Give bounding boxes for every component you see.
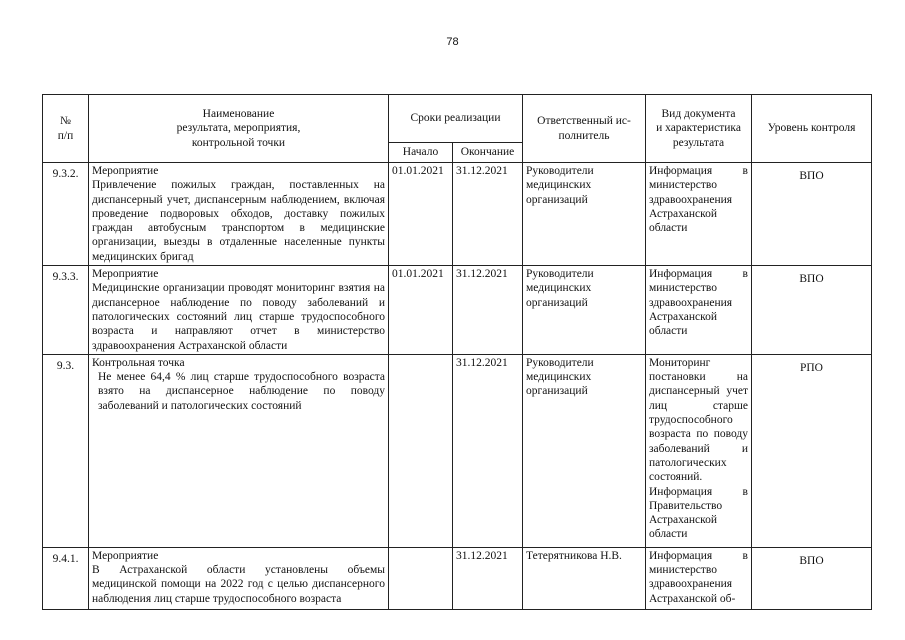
- table-row: [43, 354, 872, 547]
- header-responsible: Ответственный ис- полнитель: [523, 95, 646, 163]
- header-doc-type: Вид документа и характеристика результата: [646, 95, 752, 163]
- row-number: 9.3.3.: [43, 266, 89, 355]
- header-name: Наименование результата, мероприятия, контрольной точки: [89, 95, 389, 163]
- row-control: ВПО: [752, 266, 872, 355]
- table-row: [43, 163, 872, 266]
- row-responsible: Тетерятникова Н.В.: [523, 547, 646, 609]
- row-description: [89, 266, 389, 355]
- row-start: 01.01.2021: [389, 163, 453, 266]
- row-number: 9.3.2.: [43, 163, 89, 266]
- table-row: [43, 547, 872, 609]
- row-description: [89, 547, 389, 609]
- row-control: РПО: [752, 354, 872, 547]
- row-number: 9.4.1.: [43, 547, 89, 609]
- row-responsible: Руководители медицинских организаций: [523, 354, 646, 547]
- row-kind: Контрольная точка: [92, 356, 185, 369]
- row-start: [389, 354, 453, 547]
- header-num: № п/п: [43, 95, 89, 163]
- row-responsible: Руководители медицинских организаций: [523, 163, 646, 266]
- row-doc-monitoring: Мониторинг постановки на диспансерный учет лиц старше трудоспособного возраста по поводу заболеваний и патологических состояний.: [649, 356, 748, 484]
- row-description: [89, 163, 389, 266]
- row-kind: Мероприятие: [92, 165, 159, 177]
- row-end: 31.12.2021: [453, 266, 523, 355]
- header-period: Сроки реализации: [389, 95, 523, 143]
- row-kind: Мероприятие: [92, 268, 159, 281]
- page-number: 78: [446, 36, 459, 48]
- row-doc: Информация в министерство здравоохранения Астраханской об-: [646, 547, 752, 609]
- row-text: Привлечение пожилых граждан, поставленных на диспансерный учет, диспансерным наблюдением, включая проведение подворовых обходов, доставку пожилых граждан автобусным транспортом в медицинские организации, выезды в отдаленные населенные пункты медицинских бригад: [92, 179, 385, 263]
- row-control: ВПО: [752, 547, 872, 609]
- row-text: Медицинские организации проводят мониторинг взятия на диспансерное наблюдение по поводу заболеваний и патологических состояний лиц старше трудоспособного возраста и направляют отчет в министерство здравоохранения Астраханской области: [92, 282, 385, 352]
- header-start: Начало: [389, 143, 453, 163]
- row-start: [389, 547, 453, 609]
- row-description: [89, 354, 389, 547]
- row-end: 31.12.2021: [453, 163, 523, 266]
- row-text: В Астраханской области установлены объемы медицинской помощи на 2022 год с целью диспансерного наблюдения лиц старше трудоспособного возраста: [92, 564, 385, 605]
- row-text: Не менее 64,4 % лиц старше трудоспособного возраста взято на диспансерное наблюдение по поводу заболеваний и патологических состояний: [98, 371, 385, 412]
- row-kind: Мероприятие: [92, 549, 159, 562]
- plan-table: [42, 94, 872, 610]
- header-end: Окончание: [453, 143, 523, 163]
- header-control: Уровень контроля: [752, 95, 872, 163]
- row-end: 31.12.2021: [453, 354, 523, 547]
- row-start: 01.01.2021: [389, 266, 453, 355]
- row-responsible: Руководители медицинских организаций: [523, 266, 646, 355]
- table-row: [43, 266, 872, 355]
- row-doc: Информация в министерство здравоохранения Астраханской области: [646, 163, 752, 266]
- row-doc: [646, 354, 752, 547]
- row-end: 31.12.2021: [453, 547, 523, 609]
- row-doc: Информация в министерство здравоохранения Астраханской области: [646, 266, 752, 355]
- row-number: 9.3.: [43, 354, 89, 547]
- row-control: ВПО: [752, 163, 872, 266]
- row-doc-info: Информация в Правительство Астраханской области: [649, 485, 748, 541]
